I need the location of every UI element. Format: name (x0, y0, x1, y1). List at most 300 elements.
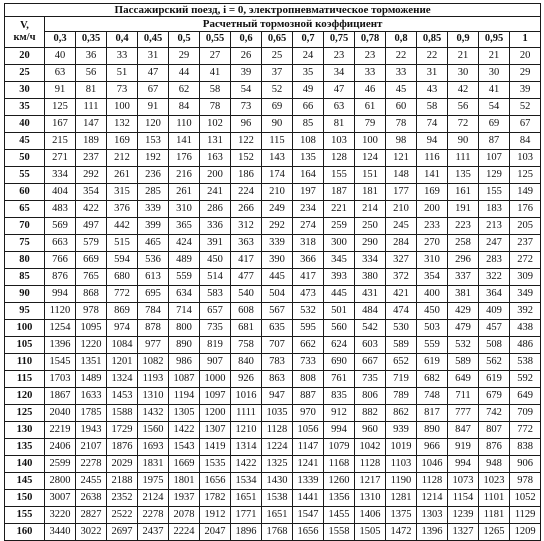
table-row (5, 473, 541, 490)
distance-cell: 364 (479, 286, 510, 303)
distance-cell: 707 (262, 337, 293, 354)
distance-cell: 33 (355, 65, 386, 82)
distance-cell: 1120 (45, 303, 76, 320)
distance-cell: 210 (386, 201, 417, 218)
distance-cell: 45 (386, 82, 417, 99)
speed-cell: 95 (5, 303, 45, 320)
distance-cell: 421 (386, 286, 417, 303)
distance-cell: 224 (231, 184, 262, 201)
distance-cell: 1084 (107, 337, 138, 354)
distance-cell: 1210 (231, 422, 262, 439)
distance-cell: 21 (448, 48, 479, 65)
speed-cell: 65 (5, 201, 45, 218)
distance-cell: 91 (138, 99, 169, 116)
distance-cell: 862 (386, 405, 417, 422)
distance-cell: 69 (479, 116, 510, 133)
distance-cell: 2800 (45, 473, 76, 490)
distance-cell: 1489 (76, 371, 107, 388)
distance-cell: 538 (510, 354, 541, 371)
distance-cell: 33 (386, 65, 417, 82)
distance-cell: 153 (138, 133, 169, 150)
distance-cell: 151 (355, 167, 386, 184)
speed-cell: 135 (5, 439, 45, 456)
distance-cell: 60 (386, 99, 417, 116)
coefficient-header-cell: 1 (510, 32, 541, 48)
coefficient-header-cell: 0,7 (293, 32, 324, 48)
distance-cell: 912 (324, 405, 355, 422)
distance-cell: 213 (479, 218, 510, 235)
distance-cell: 619 (479, 371, 510, 388)
distance-cell: 285 (138, 184, 169, 201)
distance-cell: 61 (355, 99, 386, 116)
distance-cell: 978 (510, 473, 541, 490)
distance-cell: 567 (262, 303, 293, 320)
distance-cell: 3220 (45, 507, 76, 524)
distance-cell: 542 (355, 320, 386, 337)
distance-cell: 164 (293, 167, 324, 184)
distance-cell: 35 (293, 65, 324, 82)
distance-cell: 878 (138, 320, 169, 337)
distance-cell: 63 (324, 99, 355, 116)
distance-cell: 1095 (76, 320, 107, 337)
distance-cell: 733 (293, 354, 324, 371)
distance-cell: 111 (76, 99, 107, 116)
distance-cell: 334 (355, 252, 386, 269)
distance-cell: 876 (45, 269, 76, 286)
distance-cell: 1224 (262, 439, 293, 456)
speed-cell: 130 (5, 422, 45, 439)
distance-cell: 148 (386, 167, 417, 184)
distance-cell: 1147 (293, 439, 324, 456)
distance-cell: 868 (76, 286, 107, 303)
distance-cell: 970 (293, 405, 324, 422)
distance-cell: 1560 (138, 422, 169, 439)
distance-cell: 1771 (231, 507, 262, 524)
distance-cell: 249 (262, 201, 293, 218)
distance-cell: 486 (510, 337, 541, 354)
distance-cell: 161 (448, 184, 479, 201)
distance-cell: 187 (324, 184, 355, 201)
table-row (5, 269, 541, 286)
distance-cell: 719 (386, 371, 417, 388)
distance-cell: 1190 (386, 473, 417, 490)
distance-cell: 366 (293, 252, 324, 269)
distance-cell: 1785 (76, 405, 107, 422)
distance-cell: 1154 (448, 490, 479, 507)
distance-cell: 1441 (293, 490, 324, 507)
distance-cell: 1128 (262, 422, 293, 439)
distance-cell: 284 (386, 235, 417, 252)
distance-cell: 147 (76, 116, 107, 133)
speed-cell: 55 (5, 167, 45, 184)
distance-cell: 236 (138, 167, 169, 184)
distance-cell: 536 (138, 252, 169, 269)
distance-cell: 2219 (45, 422, 76, 439)
table-row (5, 507, 541, 524)
distance-cell: 1430 (262, 473, 293, 490)
table-row (5, 82, 541, 99)
distance-cell: 376 (107, 201, 138, 218)
distance-cell: 141 (169, 133, 200, 150)
coefficient-header-cell: 0,95 (479, 32, 510, 48)
distance-cell: 56 (448, 99, 479, 116)
distance-cell: 1876 (107, 439, 138, 456)
distance-cell: 274 (293, 218, 324, 235)
distance-cell: 438 (510, 320, 541, 337)
distance-cell: 1128 (417, 473, 448, 490)
distance-cell: 1693 (138, 439, 169, 456)
distance-cell: 789 (386, 388, 417, 405)
distance-cell: 1254 (45, 320, 76, 337)
distance-cell: 583 (200, 286, 231, 303)
distance-cell: 310 (417, 252, 448, 269)
distance-cell: 1056 (293, 422, 324, 439)
distance-cell: 315 (107, 184, 138, 201)
distance-cell: 73 (231, 99, 262, 116)
distance-cell: 409 (479, 303, 510, 320)
distance-cell: 1656 (293, 524, 324, 541)
distance-cell: 682 (417, 371, 448, 388)
distance-cell: 85 (293, 116, 324, 133)
distance-cell: 221 (324, 201, 355, 218)
distance-cell: 23 (324, 48, 355, 65)
distance-cell: 890 (169, 337, 200, 354)
distance-cell: 233 (417, 218, 448, 235)
speed-cell: 85 (5, 269, 45, 286)
distance-cell: 30 (479, 65, 510, 82)
table-row (5, 65, 541, 82)
coefficient-header-cell: 0,8 (386, 32, 417, 48)
distance-cell: 450 (200, 252, 231, 269)
speed-column-header (5, 17, 45, 48)
distance-cell: 1356 (324, 490, 355, 507)
distance-cell: 887 (293, 388, 324, 405)
distance-cell: 1101 (479, 490, 510, 507)
distance-cell: 1310 (138, 388, 169, 405)
distance-cell: 907 (200, 354, 231, 371)
distance-cell: 270 (417, 235, 448, 252)
speed-header-symbol: V, (20, 19, 29, 31)
distance-cell: 174 (262, 167, 293, 184)
distance-cell: 318 (293, 235, 324, 252)
distance-cell: 43 (417, 82, 448, 99)
coefficient-header-cell: 0,5 (169, 32, 200, 48)
distance-cell: 103 (324, 133, 355, 150)
coefficient-header-cell: 0,3 (45, 32, 76, 48)
table-row (5, 354, 541, 371)
speed-cell: 25 (5, 65, 45, 82)
distance-cell: 690 (324, 354, 355, 371)
distance-cell: 216 (169, 167, 200, 184)
distance-cell: 559 (417, 337, 448, 354)
distance-cell: 422 (76, 201, 107, 218)
distance-cell: 1241 (293, 456, 324, 473)
distance-cell: 259 (324, 218, 355, 235)
speed-cell: 50 (5, 150, 45, 167)
distance-cell: 1325 (262, 456, 293, 473)
distance-cell: 711 (448, 388, 479, 405)
distance-cell: 22 (417, 48, 448, 65)
table-row (5, 99, 541, 116)
distance-cell: 662 (293, 337, 324, 354)
distance-cell: 152 (231, 150, 262, 167)
distance-cell: 1042 (355, 439, 386, 456)
distance-cell: 339 (138, 201, 169, 218)
coefficient-header-cell: 0,6 (231, 32, 262, 48)
distance-cell: 1310 (355, 490, 386, 507)
distance-cell: 2124 (138, 490, 169, 507)
distance-cell: 29 (169, 48, 200, 65)
distance-cell: 94 (417, 133, 448, 150)
distance-cell: 807 (479, 422, 510, 439)
distance-cell: 966 (417, 439, 448, 456)
distance-cell: 595 (293, 320, 324, 337)
distance-cell: 250 (355, 218, 386, 235)
speed-cell: 105 (5, 337, 45, 354)
distance-cell: 122 (231, 133, 262, 150)
distance-cell: 906 (510, 456, 541, 473)
distance-cell: 649 (510, 388, 541, 405)
speed-cell: 35 (5, 99, 45, 116)
distance-cell: 49 (293, 82, 324, 99)
speed-cell: 115 (5, 371, 45, 388)
table-row (5, 218, 541, 235)
distance-cell: 69 (262, 99, 293, 116)
coefficient-header-cell: 0,9 (448, 32, 479, 48)
coefficient-header-cell: 0,65 (262, 32, 293, 48)
distance-cell: 2352 (107, 490, 138, 507)
coefficient-header-cell: 0,85 (417, 32, 448, 48)
distance-cell: 129 (479, 167, 510, 184)
distance-cell: 1422 (231, 456, 262, 473)
distance-cell: 667 (355, 354, 386, 371)
distance-cell: 2029 (107, 456, 138, 473)
distance-cell: 58 (417, 99, 448, 116)
distance-cell: 261 (107, 167, 138, 184)
distance-cell: 657 (200, 303, 231, 320)
distance-cell: 530 (386, 320, 417, 337)
distance-cell: 84 (510, 133, 541, 150)
distance-cell: 223 (448, 218, 479, 235)
distance-cell: 559 (169, 269, 200, 286)
table-row (5, 184, 541, 201)
speed-cell: 70 (5, 218, 45, 235)
coefficient-header-cell: 0,78 (355, 32, 386, 48)
braking-table-document (4, 3, 540, 537)
distance-cell: 41 (200, 65, 231, 82)
distance-cell: 132 (107, 116, 138, 133)
distance-cell: 191 (448, 201, 479, 218)
distance-cell: 78 (386, 116, 417, 133)
distance-cell: 2278 (138, 507, 169, 524)
distance-cell: 3440 (45, 524, 76, 541)
distance-cell: 1200 (200, 405, 231, 422)
distance-cell: 393 (324, 269, 355, 286)
distance-cell: 532 (448, 337, 479, 354)
table-row (5, 303, 541, 320)
distance-cell: 2406 (45, 439, 76, 456)
distance-cell: 1314 (231, 439, 262, 456)
distance-cell: 1396 (45, 337, 76, 354)
distance-cell: 994 (324, 422, 355, 439)
distance-cell: 212 (107, 150, 138, 167)
distance-cell: 310 (169, 201, 200, 218)
distance-cell: 141 (417, 167, 448, 184)
distance-cell: 2224 (169, 524, 200, 541)
distance-cell: 477 (231, 269, 262, 286)
distance-cell: 1505 (355, 524, 386, 541)
distance-cell: 177 (386, 184, 417, 201)
speed-cell: 100 (5, 320, 45, 337)
table-row (5, 439, 541, 456)
distance-cell: 78 (200, 99, 231, 116)
table-row (5, 371, 541, 388)
distance-cell: 261 (169, 184, 200, 201)
distance-cell: 603 (355, 337, 386, 354)
speed-cell: 20 (5, 48, 45, 65)
speed-cell: 145 (5, 473, 45, 490)
distance-cell: 124 (355, 150, 386, 167)
distance-cell: 1455 (324, 507, 355, 524)
distance-cell: 169 (417, 184, 448, 201)
distance-cell: 417 (231, 252, 262, 269)
distance-cell: 1472 (386, 524, 417, 541)
distance-cell: 501 (324, 303, 355, 320)
distance-cell: 1588 (107, 405, 138, 422)
distance-cell: 1406 (355, 507, 386, 524)
distance-cell: 84 (169, 99, 200, 116)
distance-cell: 400 (417, 286, 448, 303)
distance-cell: 681 (231, 320, 262, 337)
table-row (5, 133, 541, 150)
distance-cell: 442 (107, 218, 138, 235)
distance-cell: 27 (200, 48, 231, 65)
distance-cell: 286 (200, 201, 231, 218)
distance-cell: 272 (510, 252, 541, 269)
distance-cell: 1023 (479, 473, 510, 490)
distance-cell: 25 (262, 48, 293, 65)
distance-cell: 569 (45, 218, 76, 235)
distance-cell: 1669 (169, 456, 200, 473)
distance-cell: 735 (355, 371, 386, 388)
distance-cell: 1111 (231, 405, 262, 422)
distance-cell: 483 (45, 201, 76, 218)
distance-cell: 1260 (324, 473, 355, 490)
distance-cell: 1912 (200, 507, 231, 524)
distance-cell: 1209 (510, 524, 541, 541)
distance-cell: 81 (324, 116, 355, 133)
distance-cell: 73 (107, 82, 138, 99)
distance-cell: 312 (231, 218, 262, 235)
table-body (5, 48, 541, 541)
distance-cell: 1193 (138, 371, 169, 388)
distance-cell: 1129 (510, 507, 541, 524)
distance-cell: 100 (355, 133, 386, 150)
distance-cell: 29 (510, 65, 541, 82)
distance-cell: 62 (169, 82, 200, 99)
distance-cell: 322 (479, 269, 510, 286)
distance-cell: 247 (479, 235, 510, 252)
table-row (5, 320, 541, 337)
distance-cell: 890 (417, 422, 448, 439)
distance-cell: 1194 (169, 388, 200, 405)
distance-cell: 695 (138, 286, 169, 303)
distance-cell: 977 (138, 337, 169, 354)
distance-cell: 783 (262, 354, 293, 371)
distance-cell: 41 (479, 82, 510, 99)
distance-cell: 21 (479, 48, 510, 65)
distance-cell: 102 (200, 116, 231, 133)
distance-cell: 135 (293, 150, 324, 167)
distance-cell: 835 (324, 388, 355, 405)
table-row (5, 48, 541, 65)
distance-cell: 497 (76, 218, 107, 235)
distance-cell: 589 (386, 337, 417, 354)
distance-cell: 167 (45, 116, 76, 133)
distance-cell: 994 (45, 286, 76, 303)
distance-cell: 20 (510, 48, 541, 65)
distance-cell: 589 (448, 354, 479, 371)
distance-cell: 380 (355, 269, 386, 286)
distance-cell: 2278 (76, 456, 107, 473)
distance-cell: 926 (231, 371, 262, 388)
distance-cell: 649 (448, 371, 479, 388)
distance-cell: 309 (510, 269, 541, 286)
distance-cell: 1831 (138, 456, 169, 473)
distance-cell: 47 (324, 82, 355, 99)
distance-cell: 619 (417, 354, 448, 371)
distance-cell: 634 (169, 286, 200, 303)
coefficient-header: Расчетный тормозной коэффициент (45, 17, 541, 32)
distance-cell: 363 (231, 235, 262, 252)
distance-cell: 1220 (76, 337, 107, 354)
distance-cell: 390 (262, 252, 293, 269)
distance-cell: 237 (76, 150, 107, 167)
distance-cell: 337 (448, 269, 479, 286)
distance-cell: 143 (262, 150, 293, 167)
distance-cell: 1975 (138, 473, 169, 490)
distance-cell: 484 (355, 303, 386, 320)
distance-cell: 1419 (200, 439, 231, 456)
distance-cell: 431 (355, 286, 386, 303)
distance-cell: 46 (355, 82, 386, 99)
distance-cell: 742 (479, 405, 510, 422)
distance-cell: 1128 (355, 456, 386, 473)
distance-cell: 3022 (76, 524, 107, 541)
distance-cell: 215 (45, 133, 76, 150)
distance-cell: 1651 (262, 507, 293, 524)
speed-cell: 60 (5, 184, 45, 201)
coefficient-header-cell: 0,55 (200, 32, 231, 48)
speed-cell: 40 (5, 116, 45, 133)
distance-cell: 869 (107, 303, 138, 320)
distance-cell: 192 (138, 150, 169, 167)
distance-cell: 680 (107, 269, 138, 286)
distance-cell: 186 (231, 167, 262, 184)
distance-cell: 169 (107, 133, 138, 150)
distance-cell: 919 (448, 439, 479, 456)
distance-cell: 1729 (107, 422, 138, 439)
distance-cell: 200 (200, 167, 231, 184)
distance-cell: 515 (107, 235, 138, 252)
distance-cell: 2522 (107, 507, 138, 524)
distance-cell: 1217 (355, 473, 386, 490)
distance-cell: 300 (324, 235, 355, 252)
speed-cell: 140 (5, 456, 45, 473)
speed-cell: 80 (5, 252, 45, 269)
distance-cell: 479 (448, 320, 479, 337)
distance-cell: 52 (510, 99, 541, 116)
